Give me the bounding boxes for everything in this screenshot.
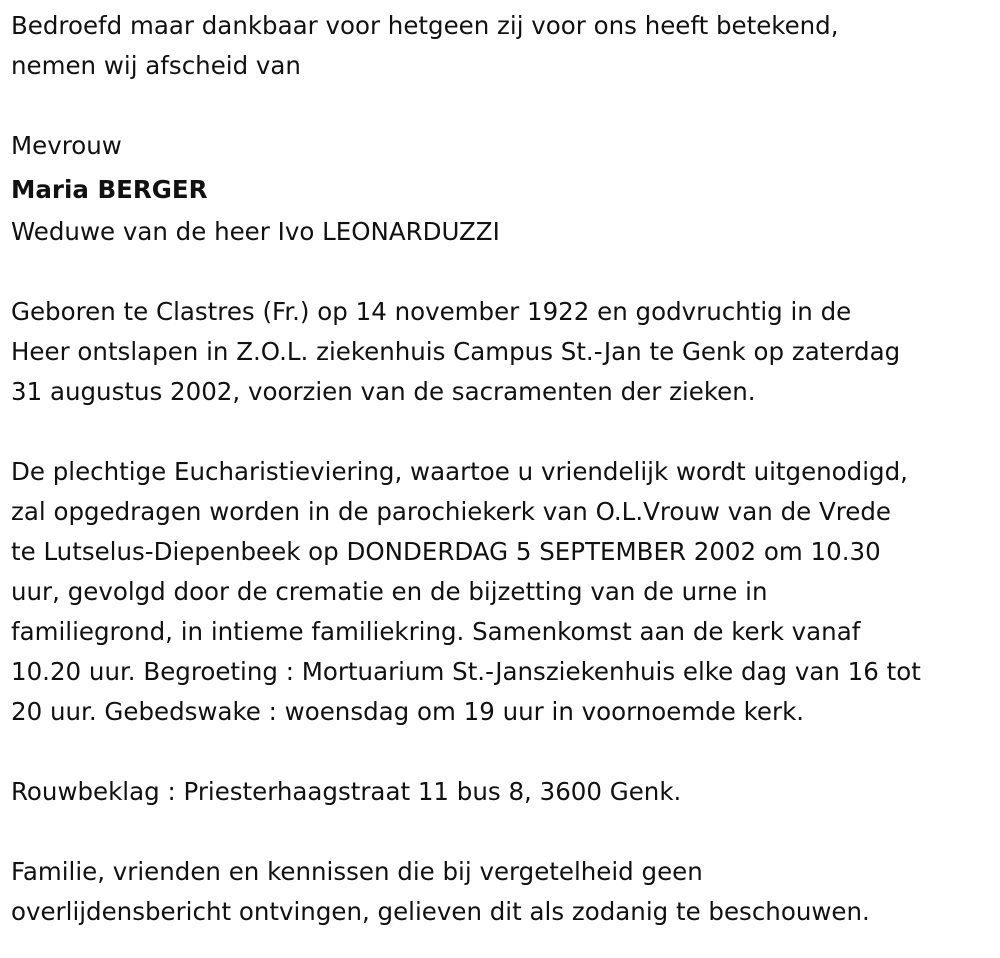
salutation: Mevrouw bbox=[11, 131, 122, 160]
paragraph-spacer bbox=[11, 812, 996, 852]
paragraph-line: Familie, vrienden en kennissen die bij vergetelheid geen bbox=[11, 857, 703, 886]
paragraph-line: 20 uur. Gebedswake : woensdag om 19 uur in voornoemde kerk. bbox=[11, 697, 805, 726]
paragraph-line: zal opgedragen worden in de parochiekerk van O.L.Vrouw van de Vrede bbox=[11, 497, 891, 526]
intro-line: nemen wij afscheid van bbox=[11, 51, 301, 80]
paragraph-line: te Lutselus-Diepenbeek op DONDERDAG 5 SEPTEMBER 2002 om 10.30 bbox=[11, 537, 881, 566]
paragraph-line: De plechtige Eucharistieviering, waartoe u vriendelijk wordt uitgenodigd, bbox=[11, 457, 908, 486]
paragraph-line: 31 augustus 2002, voorzien van de sacramenten der zieken. bbox=[11, 377, 756, 406]
relation-line: Weduwe van de heer Ivo LEONARDUZZI bbox=[11, 217, 500, 246]
paragraph-line: familiegrond, in intieme familiekring. Samenkomst aan de kerk vanaf bbox=[11, 617, 861, 646]
paragraph-line: 10.20 uur. Begroeting : Mortuarium St.-Jansziekenhuis elke dag van 16 tot bbox=[11, 657, 921, 686]
obituary-notice bbox=[11, 0, 996, 932]
condolence-address: Rouwbeklag : Priesterhaagstraat 11 bus 8, 3600 Genk. bbox=[11, 777, 682, 806]
paragraph-line: overlijdensbericht ontvingen, gelieven dit als zodanig te beschouwen. bbox=[11, 897, 870, 926]
birth-death-paragraph bbox=[11, 292, 996, 412]
paragraph-spacer bbox=[11, 252, 996, 292]
intro-paragraph bbox=[11, 6, 996, 86]
paragraph-spacer bbox=[11, 86, 996, 126]
paragraph-spacer bbox=[11, 732, 996, 772]
paragraph-spacer bbox=[11, 412, 996, 452]
intro-line: Bedroefd maar dankbaar voor hetgeen zij voor ons heeft betekend, bbox=[11, 11, 839, 40]
deceased-name: Maria BERGER bbox=[11, 175, 208, 204]
paragraph-line: Heer ontslapen in Z.O.L. ziekenhuis Campus St.-Jan te Genk op zaterdag bbox=[11, 337, 901, 366]
paragraph-line: uur, gevolgd door de crematie en de bijzetting van de urne in bbox=[11, 577, 768, 606]
ceremony-paragraph bbox=[11, 452, 996, 732]
closing-paragraph bbox=[11, 852, 996, 932]
paragraph-line: Geboren te Clastres (Fr.) op 14 november 1922 en godvruchtig in de bbox=[11, 297, 852, 326]
